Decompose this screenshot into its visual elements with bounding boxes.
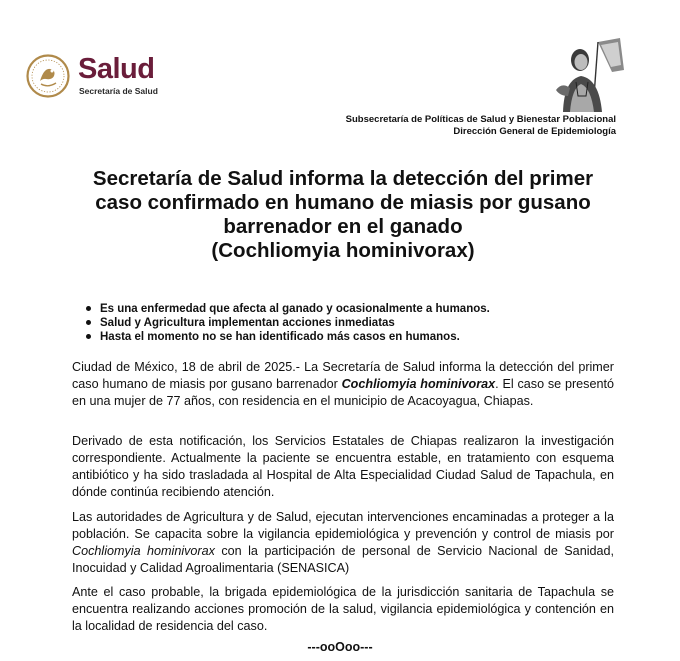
national-seal-icon <box>26 54 70 98</box>
key-point-text: Hasta el momento no se han identificado más casos en humanos. <box>100 331 460 343</box>
bullet-icon <box>86 306 91 311</box>
bullet-icon <box>86 320 91 325</box>
title-line: barrenador en el ganado <box>223 215 463 238</box>
key-point-text: Es una enfermedad que afecta al ganado y ocasionalmente a humanos. <box>100 303 490 315</box>
species-name: Cochliomyia hominivorax <box>72 544 215 558</box>
paragraph-text: Ciudad de México, 18 de abril de 2025.- La Secretaría de Salud informa la detección del primer caso humano de miasis por gusano barrenador <box>72 360 614 391</box>
logo-subtitle: Secretaría de Salud <box>79 86 158 96</box>
species-name: Cochliomyia hominivorax <box>341 377 496 391</box>
direccion-name: Dirección General de Epidemiología <box>453 126 616 137</box>
key-point-item <box>84 316 490 330</box>
title-line: (Cochliomyia hominivorax) <box>211 239 475 262</box>
key-point-item <box>84 330 490 344</box>
paragraph-announcement <box>72 359 614 410</box>
page-title <box>40 167 646 263</box>
subsecretaria-header <box>346 114 616 138</box>
paragraph-brigade: Ante el caso probable, la brigada epidemiológica de la jurisdicción sanitaria de Tapachula se encuentra realizando acciones promoción de la salud, vigilancia epidemiológica y contención en la localidad de residencia del caso. <box>72 585 614 633</box>
title-line: Secretaría de Salud informa la detección del primer <box>92 167 594 190</box>
paragraph-investigation: Derivado de esta notificación, los Servicios Estatales de Chiapas realizaron la investigación correspondiente. Actualmente la paciente se encuentra estable, en tratamiento con esquema antibiótico y ha sido trasladada al Hospital de Alta Especialidad Ciudad Salud de Tapachula, en dónde continúa recibiendo atención. <box>72 434 614 499</box>
salud-logo <box>26 52 176 102</box>
bullet-icon <box>86 334 91 339</box>
paragraph-text: con la participación de personal de Servicio Nacional de Sanidad, Inocuidad y Calidad Agroalimentaria (SENASICA) <box>72 544 615 575</box>
title-line: caso confirmado en humano de miasis por gusano <box>95 191 591 214</box>
key-point-text: Salud y Agricultura implementan acciones inmediatas <box>100 317 395 329</box>
paragraph-interventions <box>72 509 614 577</box>
key-point-item <box>84 302 490 316</box>
subsecretaria-name: Subsecretaría de Políticas de Salud y Bienestar Poblacional <box>345 114 616 125</box>
paragraph-text: . El caso se presentó en una mujer de 77 años, con residencia en el municipio de Acacoyagua, Chiapas. <box>72 377 614 408</box>
logo-wordmark: Salud <box>78 53 155 85</box>
key-points-list <box>84 302 490 344</box>
paragraph-text: Las autoridades de Agricultura y de Salud, ejecutan intervenciones encaminadas a proteger a la población. Se capacita sobre la vigilancia epidemiológica y prevención y control de miasis por <box>72 510 614 541</box>
heroine-portrait-icon <box>554 36 628 112</box>
closing-mark: ---ooOoo--- <box>307 640 373 654</box>
